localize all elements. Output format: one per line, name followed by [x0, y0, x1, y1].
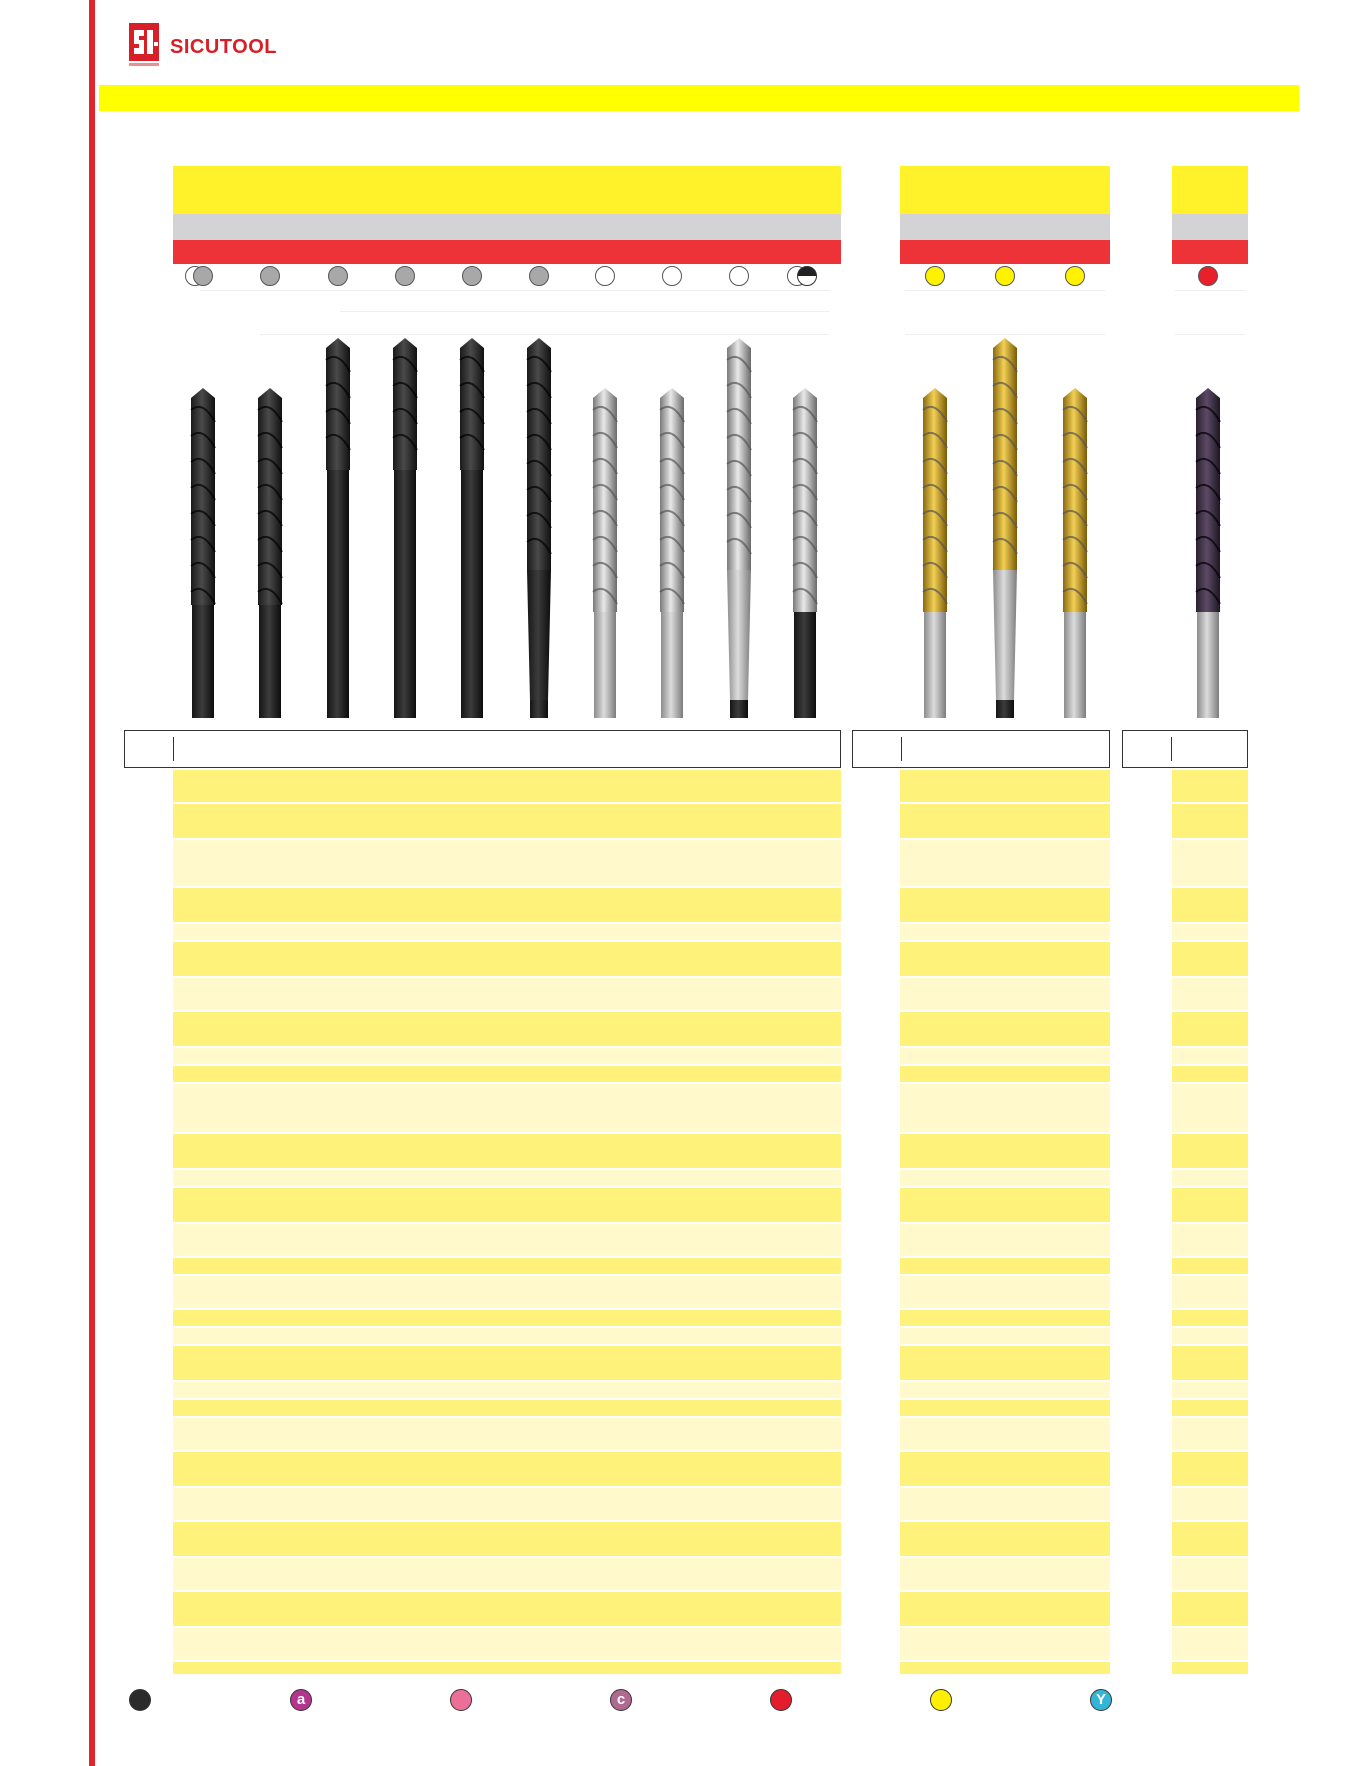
table-row	[173, 1048, 841, 1064]
table-row	[900, 1258, 1110, 1274]
table-row	[173, 1224, 841, 1256]
drill-bit-icon	[191, 388, 215, 718]
drill-bit-icon	[727, 338, 751, 718]
group-1-header-red	[173, 240, 841, 264]
drill-bit-icon	[393, 338, 417, 718]
table-row	[900, 1382, 1110, 1398]
material-dot-icon	[462, 266, 482, 286]
material-dot-icon	[328, 266, 348, 286]
table-row	[900, 942, 1110, 976]
table-row	[1172, 1224, 1248, 1256]
table-row	[900, 1066, 1110, 1082]
divider-line	[200, 290, 830, 291]
material-dot-icon	[395, 266, 415, 286]
table-row	[1172, 1418, 1248, 1450]
letter-a-icon: a	[290, 1689, 312, 1711]
divider-line	[340, 311, 830, 312]
divider-line	[1175, 290, 1245, 291]
table-row	[1172, 1488, 1248, 1520]
table-row	[173, 1522, 841, 1556]
table-row	[1172, 840, 1248, 886]
group-3-header-red	[1172, 240, 1248, 264]
table-row	[1172, 1066, 1248, 1082]
table-row	[1172, 1258, 1248, 1274]
table-row	[900, 1488, 1110, 1520]
table-row	[1172, 1346, 1248, 1380]
table-row	[173, 888, 841, 922]
table-row	[900, 840, 1110, 886]
drill-bit-icon	[793, 388, 817, 718]
table-row	[173, 1452, 841, 1486]
table-row	[900, 1346, 1110, 1380]
table-row	[900, 1418, 1110, 1450]
table-row	[900, 1276, 1110, 1308]
half-dot-icon	[797, 266, 817, 286]
material-dot-icon	[595, 266, 615, 286]
group-3-header-grey	[1172, 214, 1248, 240]
drill-bit-icon	[593, 388, 617, 718]
table-row	[173, 840, 841, 886]
table-row	[900, 1662, 1110, 1674]
table-row	[1172, 1662, 1248, 1674]
table-row	[173, 942, 841, 976]
table-row	[1172, 1048, 1248, 1064]
table-row	[1172, 804, 1248, 838]
divider-line	[905, 290, 1105, 291]
drill-bit-icon	[326, 338, 350, 718]
material-dot-icon	[995, 266, 1015, 286]
drill-illustrations	[0, 330, 1362, 730]
table-row	[900, 1328, 1110, 1344]
table-row	[173, 1134, 841, 1168]
table-row	[1172, 1188, 1248, 1222]
table-row	[900, 1452, 1110, 1486]
table-row	[173, 804, 841, 838]
table-row	[173, 1488, 841, 1520]
table-row	[173, 1382, 841, 1398]
table-row	[900, 1084, 1110, 1132]
table-row	[900, 804, 1110, 838]
drill-bit-icon	[460, 338, 484, 718]
group-2-header-red	[900, 240, 1110, 264]
table-row	[900, 1628, 1110, 1660]
material-dot-icon	[529, 266, 549, 286]
table-row	[173, 1418, 841, 1450]
material-dot-icon	[925, 266, 945, 286]
brand-name: SICUTOOL	[170, 36, 277, 58]
table-row	[173, 1258, 841, 1274]
table-row	[1172, 1522, 1248, 1556]
group-1-code-header	[124, 730, 841, 768]
table-row	[173, 1346, 841, 1380]
table-row	[1172, 1276, 1248, 1308]
logo-mark-icon	[128, 22, 164, 68]
red-dot-icon	[770, 1689, 792, 1711]
letter-c-icon: c	[610, 1689, 632, 1711]
table-row	[900, 1048, 1110, 1064]
table-row	[173, 1012, 841, 1046]
material-dot-icon	[729, 266, 749, 286]
black-dot-icon	[129, 1689, 151, 1711]
yellow-dot-icon	[930, 1689, 952, 1711]
table-row	[173, 978, 841, 1010]
material-dot-icon	[662, 266, 682, 286]
material-dot-icon	[1198, 266, 1218, 286]
material-dot-icon	[193, 266, 213, 286]
table-row	[1172, 978, 1248, 1010]
table-row	[173, 1084, 841, 1132]
table-row	[173, 924, 841, 940]
table-row	[173, 1188, 841, 1222]
group-1-header-grey	[173, 214, 841, 240]
table-row	[1172, 770, 1248, 802]
table-row	[900, 1400, 1110, 1416]
table-row	[900, 1522, 1110, 1556]
group-2-header-yellow	[900, 166, 1110, 214]
table-row	[1172, 924, 1248, 940]
table-row	[900, 888, 1110, 922]
table-row	[1172, 1558, 1248, 1590]
table-row	[900, 770, 1110, 802]
table-row	[900, 924, 1110, 940]
table-row	[900, 1592, 1110, 1626]
drill-bit-icon	[527, 338, 551, 718]
group-2-header-grey	[900, 214, 1110, 240]
drill-bit-icon	[1063, 388, 1087, 718]
drill-bit-icon	[1196, 388, 1220, 718]
drill-bit-icon	[923, 388, 947, 718]
table-row	[1172, 888, 1248, 922]
table-row	[900, 1558, 1110, 1590]
group-3-header-yellow	[1172, 166, 1248, 214]
table-row	[1172, 1012, 1248, 1046]
letter-y-icon: Y	[1090, 1689, 1112, 1711]
drill-bit-icon	[660, 388, 684, 718]
table-row	[900, 1224, 1110, 1256]
table-row	[1172, 1170, 1248, 1186]
table-row	[173, 1628, 841, 1660]
material-dot-icon	[260, 266, 280, 286]
drill-bit-icon	[258, 388, 282, 718]
table-row	[173, 770, 841, 802]
material-dot-icon	[1065, 266, 1085, 286]
table-row	[1172, 1382, 1248, 1398]
table-row	[1172, 1084, 1248, 1132]
table-row	[173, 1170, 841, 1186]
table-row	[900, 1188, 1110, 1222]
table-row	[173, 1328, 841, 1344]
drill-bit-icon	[993, 338, 1017, 718]
table-row	[173, 1310, 841, 1326]
table-row	[900, 1310, 1110, 1326]
pink-dot-icon	[450, 1689, 472, 1711]
table-row	[900, 1012, 1110, 1046]
table-row	[900, 978, 1110, 1010]
table-row	[173, 1592, 841, 1626]
table-row	[173, 1276, 841, 1308]
table-row	[1172, 1400, 1248, 1416]
table-row	[1172, 1328, 1248, 1344]
table-row	[1172, 1134, 1248, 1168]
table-row	[1172, 1628, 1248, 1660]
table-row	[173, 1066, 841, 1082]
table-row	[173, 1558, 841, 1590]
table-row	[173, 1662, 841, 1674]
table-row	[1172, 1592, 1248, 1626]
left-red-rule	[89, 0, 95, 1766]
table-row	[173, 1400, 841, 1416]
group-1-header-yellow	[173, 166, 841, 214]
table-row	[900, 1134, 1110, 1168]
top-banner	[99, 85, 1299, 111]
group-2-code-header	[852, 730, 1110, 768]
group-3-code-header	[1122, 730, 1248, 768]
table-row	[1172, 1452, 1248, 1486]
table-row	[1172, 1310, 1248, 1326]
table-row	[900, 1170, 1110, 1186]
table-row	[1172, 942, 1248, 976]
